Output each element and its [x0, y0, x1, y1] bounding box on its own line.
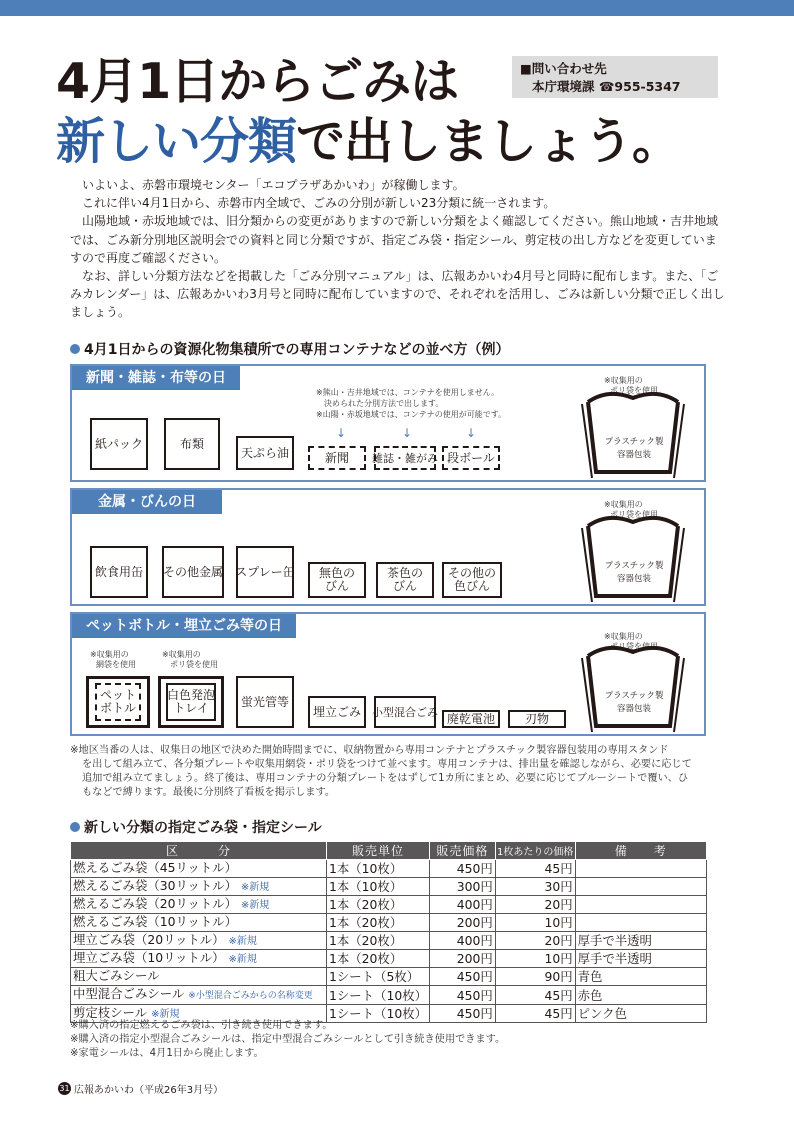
container-box: 小型混合ごみ — [374, 696, 436, 728]
container-box: 天ぷら油 — [236, 436, 294, 470]
each-price-cell: 20円 — [495, 896, 575, 914]
unit-cell: 1シート（5枚） — [327, 968, 430, 986]
table-row — [71, 896, 707, 914]
container-note: 決められた分別方法で出します。 — [324, 399, 444, 408]
panel-metal-bottle-day — [70, 488, 706, 606]
remark-cell: ピンク色 — [575, 1005, 706, 1023]
title-line2-suffix: で出しましょう。 — [296, 113, 681, 170]
footnote-line: を出して組み立て、各分類プレートや収集用網袋・ポリ袋をつけて並べます。専用コンテナは、排出量を確認しながら、必要に応じて — [82, 759, 692, 770]
table-row — [71, 914, 707, 932]
down-arrow-icon: ↓ — [402, 426, 413, 440]
column-header: 販売価格 — [430, 842, 496, 860]
item-name: 燃えるごみ袋（30リットル） — [73, 878, 237, 893]
container-box: 埋立ごみ — [308, 696, 366, 728]
table-header-row — [71, 842, 707, 860]
remark-cell — [575, 878, 706, 896]
plastic-stand — [578, 636, 688, 736]
item-tag: ※新規 — [228, 954, 257, 965]
intro-paragraph: これに伴い4月1日から、赤磐市内全域で、ごみの分別が新しい23分類に統一されます。 — [82, 196, 556, 211]
item-name-cell — [71, 860, 327, 878]
stand-label-line2: 容器包装 — [616, 450, 651, 460]
item-tag: ※新規 — [240, 882, 270, 893]
container-box: その他金属 — [162, 546, 224, 598]
stand-label — [596, 690, 672, 716]
container-note: ※山陽・赤坂地域では、コンテナの使用が可能です。 — [316, 410, 507, 419]
price-cell: 400円 — [430, 896, 496, 914]
arrangement-footnote — [70, 744, 715, 800]
each-price-cell: 90円 — [495, 968, 575, 986]
table-row — [71, 968, 707, 986]
remark-cell — [575, 860, 706, 878]
title-line2-blue: 新しい分類 — [56, 113, 297, 170]
intro-paragraph: なお、詳しい分類方法などを掲載した「ごみ分別マニュアル」は、広報あかいわ4月号と同時に配布します。また、「ごみカレンダー」は、広報あかいわ3月号と同時に配布していますので、それぞれを活用し、ごみは新しい分類で正しく出しましょう。 — [70, 269, 725, 320]
remark-cell — [575, 914, 706, 932]
container-box: 廃乾電池 — [442, 710, 500, 728]
remark-cell: 赤色 — [575, 986, 706, 1005]
box-line: トレイ — [173, 701, 209, 715]
net-note: 網袋を使用 — [96, 660, 136, 669]
column-header: 備 考 — [575, 842, 706, 860]
intro-paragraph: いよいよ、赤磐市環境センター「エコプラザあかいわ」が稼働します。 — [82, 178, 465, 192]
stand-note: ※収集用の — [604, 376, 643, 385]
panel-title: 金属・びんの日 — [72, 490, 222, 514]
table-row — [71, 986, 707, 1005]
item-tag: ※新規 — [240, 900, 270, 911]
item-tag: ※新規 — [151, 1009, 180, 1020]
contact-box — [512, 56, 718, 98]
stand-note: ポリ袋を使用 — [610, 386, 658, 395]
container-box: 紙パック — [90, 418, 148, 470]
box-line: ペット — [99, 688, 136, 702]
item-name: 埋立ごみ袋（10リットル） — [73, 950, 225, 965]
bag-note: ポリ袋を使用 — [170, 660, 218, 669]
price-cell: 400円 — [430, 932, 496, 950]
title-line1-suffix: ごみは — [314, 53, 459, 110]
container-box — [308, 562, 366, 598]
column-header: 1枚あたりの価格 — [495, 842, 575, 860]
container-box — [442, 562, 502, 598]
item-name-cell — [71, 950, 327, 968]
container-box — [158, 676, 224, 728]
unit-cell: 1本（20枚） — [327, 950, 430, 968]
footnote-line: 追加で組み立てましょう。終了後は、専用コンテナの分類プレートをはずして1カ所にまとめ、必要に応じてブルーシートで覆い、ひ — [82, 773, 689, 784]
section-heading-containers — [70, 339, 509, 359]
stand-note: ※収集用の — [604, 500, 643, 509]
item-name-cell — [71, 968, 327, 986]
bullet-icon — [70, 822, 80, 832]
column-header: 販売単位 — [327, 842, 430, 860]
remark-cell — [575, 896, 706, 914]
stand-note: ポリ袋を使用 — [610, 642, 658, 651]
stand-label — [596, 436, 672, 462]
container-note: ※熊山・吉井地域では、コンテナを使用しません。 — [316, 388, 500, 397]
item-tag: ※小型混合ごみからの名称変更 — [188, 991, 313, 1001]
price-cell: 300円 — [430, 878, 496, 896]
item-name: 燃えるごみ袋（45リットル） — [73, 860, 237, 875]
stand-note: ポリ袋を使用 — [610, 510, 658, 519]
section2-label: 新しい分類の指定ごみ袋・指定シール — [84, 820, 322, 836]
box-line: 色びん — [453, 579, 490, 593]
plastic-stand — [578, 506, 688, 606]
each-price-cell: 45円 — [495, 1005, 575, 1023]
unit-cell: 1本（10枚） — [327, 860, 430, 878]
page-number: 31 — [59, 1084, 70, 1093]
container-box: 段ボール — [442, 446, 500, 470]
stand-label — [596, 560, 672, 586]
container-box — [376, 562, 434, 598]
each-price-cell: 10円 — [495, 914, 575, 932]
unit-cell: 1本（20枚） — [327, 914, 430, 932]
container-box: 刃物 — [508, 710, 566, 728]
section-heading-bags — [70, 817, 322, 837]
net-note: ※収集用の — [90, 650, 129, 659]
stand-icon — [578, 506, 688, 606]
container-box: スプレー缶 — [236, 546, 294, 598]
stand-icon — [578, 636, 688, 736]
stand-icon — [578, 382, 688, 482]
table-note: ※購入済の指定燃えるごみ袋は、引き続き使用できます。 — [70, 1020, 333, 1031]
page-footer — [58, 1081, 223, 1096]
footer-text: 広報あかいわ（平成26年3月号） — [74, 1085, 224, 1096]
unit-cell: 1シート（10枚） — [327, 1005, 430, 1023]
stand-note: ※収集用の — [604, 632, 643, 641]
item-name-cell — [71, 878, 327, 896]
bag-note: ※収集用の — [162, 650, 201, 659]
box-line: 無色の — [318, 566, 355, 580]
stand-label-line1: プラスチック製 — [604, 437, 664, 447]
remark-cell: 厚手で半透明 — [575, 932, 706, 950]
stand-label-line1: プラスチック製 — [604, 691, 664, 701]
table-row — [71, 950, 707, 968]
container-box: 蛍光管等 — [236, 676, 294, 728]
footnote-line: もなどで縛ります。最後に分別終了看板を掲示します。 — [82, 787, 336, 798]
each-price-cell: 45円 — [495, 986, 575, 1005]
item-name-cell — [71, 896, 327, 914]
box-line: 茶色の — [386, 566, 423, 580]
price-cell: 450円 — [430, 986, 496, 1005]
plastic-stand — [578, 382, 688, 482]
item-name: 埋立ごみ袋（20リットル） — [73, 932, 225, 947]
box-line: 白色発泡 — [167, 688, 216, 702]
intro-paragraph: 山陽地域・赤坂地域では、旧分類からの変更がありますので新しい分類をよく確認してください。熊山地域・吉井地域では、ごみ新分別地区説明会での資料と同じ分類ですが、指定ごみ袋・指定シール、剪定枝の出し方などを変更していますので再度ご確認ください。 — [70, 214, 719, 265]
item-name-cell — [71, 914, 327, 932]
panel-pet-landfill-day — [70, 612, 706, 736]
price-cell: 200円 — [430, 950, 496, 968]
footnote-line: ※地区当番の人は、収集日の地区で決めた開始時間までに、収納物置から専用コンテナとプラスチック製容器包装用の専用スタンド — [70, 745, 669, 756]
price-cell: 200円 — [430, 914, 496, 932]
stand-label-line2: 容器包装 — [616, 704, 651, 714]
unit-cell: 1本（20枚） — [327, 932, 430, 950]
unit-cell: 1本（10枚） — [327, 878, 430, 896]
each-price-cell: 45円 — [495, 860, 575, 878]
item-name: 粗大ごみシール — [73, 968, 160, 983]
box-line: その他の — [447, 566, 496, 580]
box-line: びん — [324, 579, 349, 593]
table-note: ※家電シールは、4月1日から廃止します。 — [70, 1048, 264, 1059]
item-name-cell — [71, 986, 327, 1005]
remark-cell: 青色 — [575, 968, 706, 986]
contact-heading: ■問い合わせ先 — [520, 61, 607, 76]
item-name-cell — [71, 932, 327, 950]
down-arrow-icon: ↓ — [466, 426, 477, 440]
remark-cell: 厚手で半透明 — [575, 950, 706, 968]
panel-title: ペットボトル・埋立ごみ等の日 — [72, 614, 296, 638]
contact-line: 本庁環境課 ☎955-5347 — [532, 79, 681, 94]
title-line1-prefix: 4月1日から — [56, 53, 315, 110]
price-cell: 450円 — [430, 968, 496, 986]
container-box: 雑誌・雑がみ — [374, 446, 436, 470]
top-color-bar — [0, 0, 794, 16]
each-price-cell: 20円 — [495, 932, 575, 950]
item-name: 燃えるごみ袋（10リットル） — [73, 914, 237, 929]
table-note: ※購入済の指定小型混合ごみシールは、指定中型混合ごみシールとして引き続き使用できます。 — [70, 1034, 506, 1045]
stand-label-line1: プラスチック製 — [604, 561, 664, 571]
section1-label: 4月1日からの資源化物集積所での専用コンテナなどの並べ方（例） — [84, 342, 510, 358]
unit-cell: 1シート（10枚） — [327, 986, 430, 1005]
item-name: 剪定枝シール — [73, 1005, 148, 1020]
item-tag: ※新規 — [228, 936, 257, 947]
each-price-cell: 30円 — [495, 878, 575, 896]
item-name: 中型混合ごみシール — [73, 986, 185, 1001]
unit-cell: 1本（20枚） — [327, 896, 430, 914]
container-box — [86, 676, 150, 728]
box-line: びん — [392, 579, 417, 593]
bag-price-table — [70, 841, 707, 1023]
stand-label-line2: 容器包装 — [616, 574, 651, 584]
price-cell: 450円 — [430, 860, 496, 878]
net-bag — [95, 683, 141, 721]
item-name: 燃えるごみ袋（20リットル） — [73, 896, 237, 911]
poly-bag — [166, 683, 216, 721]
price-cell: 450円 — [430, 1005, 496, 1023]
each-price-cell: 10円 — [495, 950, 575, 968]
down-arrow-icon: ↓ — [336, 426, 347, 440]
table-notes — [70, 1019, 505, 1061]
container-box: 新聞 — [308, 446, 366, 470]
container-box: 布類 — [164, 418, 220, 470]
container-box: 飲食用缶 — [90, 546, 148, 598]
table-row — [71, 878, 707, 896]
box-line: ボトル — [99, 701, 136, 715]
column-header: 区 分 — [71, 842, 327, 860]
panel-title: 新聞・雑誌・布等の日 — [72, 366, 240, 390]
table-row — [71, 932, 707, 950]
intro-text — [70, 176, 725, 322]
panel-newspaper-day — [70, 364, 706, 482]
table-row — [71, 860, 707, 878]
bullet-icon — [70, 344, 80, 354]
